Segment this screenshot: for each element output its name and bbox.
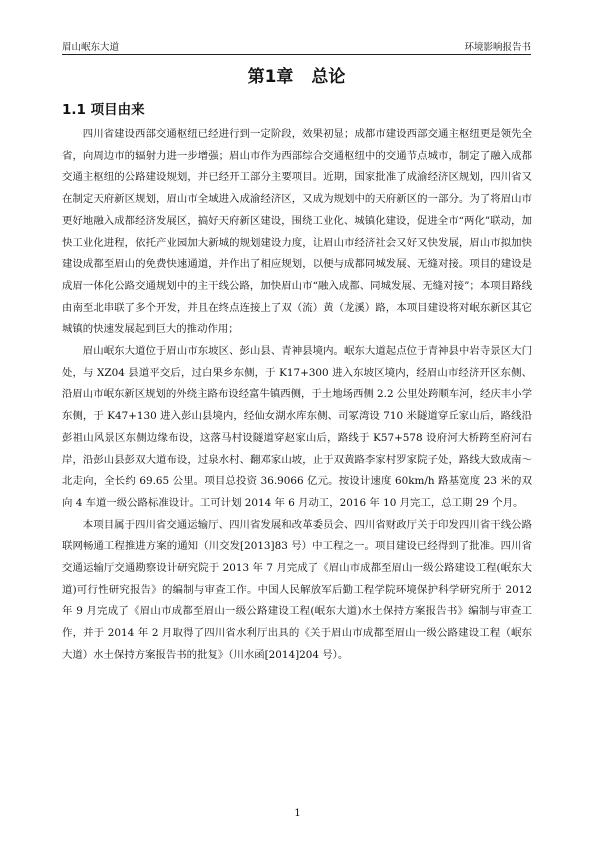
paragraph-route-description: 眉山岷东大道位于眉山市东坡区、彭山县、青神县境内。岷东大道起点位于青神县中岩寺景区大门处，与 XZ04 县道平交后，过白果乡东侧，于 K17+300 进入东坡区境内，经眉山市经济开区东侧、沿眉山市岷东新区规划的外绕主路布设经富牛镇西侧，于土地场西侧 2.2 公里处跨顺车河，经庆丰小学东侧，于 K47+130 进入彭山县境内，经仙女湖水库东侧、司冢湾设 710 米隧道穿丘家山后，路线沿彭祖山风景区东侧边缘布设，这落马村设隧道穿赵家山后，路线于 K57+578 设府河大桥跨至府河右岸，沿彭山县彭双大道布设，过泉水村、翻邓家山坡，止于双黄路李家村罗家院子处，路线大致成南～北走向，全长约 69.65 公里。项目总投资 36.9066 亿元。按设计速度 60km/h 路基宽度 23 米的双向 4 车道一级公路标准设计。工可计划 2014 年 6 月动工，2016 年 10 月完工，总工期 29 个月。	[62, 345, 532, 509]
chapter-title: 总论	[311, 67, 346, 87]
section-heading: 1.1 项目由来	[62, 102, 145, 118]
header-project-name: 眉山岷东大道	[62, 42, 120, 53]
page-header	[62, 38, 531, 55]
paragraph-approvals: 本项目属于四川省交通运输厅、四川省发展和改革委员会、四川省财政厅关于印发四川省干线公路联网畅通工程推进方案的通知（川交发[2013]83 号）中工程之一。项目建设已经得到了批准。四川省交通运输厅交通勘察设计研究院于 2013 年 7 月完成了《眉山市成都至眉山一级公路建设工程(岷东大道)可行性研究报告》的编制与审查工作。中国人民解放军后勤工程学院环境保护科学研究所于 2012 年 9 月完成了《眉山市成都至眉山一级公路建设工程(岷东大道)水土保持方案报告书》编制与审查工作，并于 2014 年 2 月取得了四川省水利厅出具的《关于眉山市成都至眉山一级公路建设工程（岷东大道）水土保持方案报告书的批复》（川水函[2014]204 号）。	[62, 518, 532, 661]
page-number: 1	[294, 808, 301, 819]
chapter-number: 第1章	[247, 67, 294, 87]
paragraph-background: 四川省建设西部交通枢纽已经进行到一定阶段，效果初显；成都市建设西部交通主枢纽更是领先全省，向周边市的辐射力进一步增强；眉山市作为西部综合交通枢纽中的交通节点城市，制定了融入成都交通主枢纽的公路建设规划，并已经开工部分主要项目。近期，国家批准了成渝经济区规划，四川省又在制定天府新区规划，眉山市全域进入成渝经济区，又成为规划中的天府新区的一部分。为了将眉山市更好地融入成都经济发展区，搞好天府新区建设，围绕工业化、城镇化建设，促进全市“两化”联动，加快工业化进程，依托产业园加大新城的规划建设力度，让眉山市经济社会又好又快发展，眉山市拟加快建设成都至眉山的免费快速通道，并作出了相应规划，以便与成都同城发展、无缝对接。项目的建设是成眉一体化公路交通规划中的主干线公路，加快眉山市“融入成都、同城发展、无缝对接”；本项目路线由南至北串联了多个开发，并且在终点连接上了双（流）黄（龙溪）路，本项目建设将对岷东新区其它城镇的快速发展起到巨大的推动作用；	[62, 128, 532, 336]
body-text	[62, 124, 532, 667]
header-document-type: 环境影响报告书	[464, 42, 531, 53]
chapter-heading	[62, 62, 531, 87]
